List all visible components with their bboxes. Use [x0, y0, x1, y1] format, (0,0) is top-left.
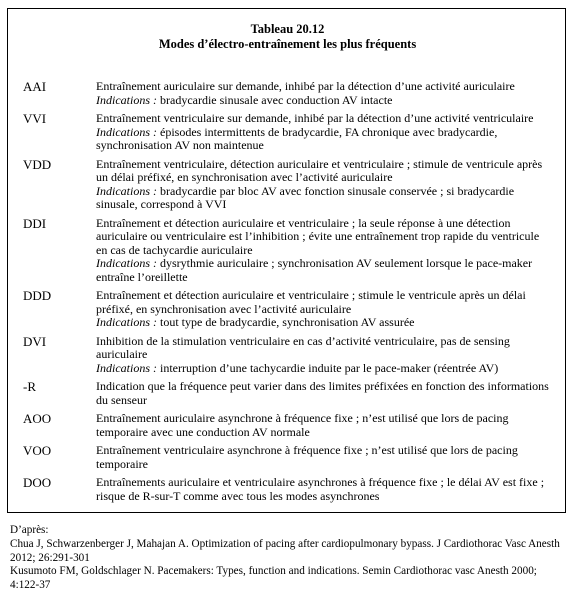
indications-label: Indications : [96, 183, 157, 198]
mode-description-block [96, 289, 553, 330]
mode-description: Entraînement et détection auriculaire et ventriculaire ; la seule réponse à une détection auriculaire ou ventriculaire est l’inhibition ; évite une entraînement trop rapide du ventricule en cas de tachycardie auriculaire [96, 215, 540, 257]
indications-text: bradycardie sinusale avec conduction AV intacte [157, 92, 393, 107]
mode-row [23, 335, 553, 376]
reference-item: Chua J, Schwarzenberger J, Mahajan A. Optimization of pacing after cardiopulmonary bypass. J Cardiothorac Vasc Anesth 2012; 26:291-301 [10, 537, 560, 564]
indications-text: tout type de bradycardie, synchronisation AV assurée [157, 315, 415, 329]
mode-description-block [96, 335, 553, 376]
mode-code: AAI [23, 79, 47, 94]
mode-row [23, 444, 553, 471]
mode-description: Entraînement et détection auriculaire et ventriculaire ; stimule le ventricule après un délai préfixé, en synchronisation avec l’activité auriculaire [96, 288, 526, 316]
mode-description: Entraînement ventriculaire sur demande, inhibé par la détection d’une activité ventriculaire [96, 111, 534, 125]
references-heading: D’après: [10, 524, 49, 536]
pacing-modes-list [23, 80, 553, 508]
mode-code: DOO [23, 475, 52, 490]
mode-code: -R [23, 379, 36, 394]
mode-row [23, 412, 553, 439]
mode-description-block [96, 476, 553, 503]
mode-description: Entraînement auriculaire asynchrone à fréquence fixe ; n’est utilisé que lors de pacing temporaire avec une conduction AV normale [96, 411, 509, 439]
mode-description: Entraînements auriculaire et ventriculaire asynchrones à fréquence fixe ; le délai AV est fixe ; risque de R-sur-T comme avec tous les modes asynchrones [96, 475, 545, 503]
table-title: Modes d’électro-entraînement les plus fréquents [158, 37, 417, 51]
mode-description: Inhibition de la stimulation ventriculaire en cas d’activité ventriculaire, pas de sensing auriculaire [96, 333, 510, 361]
indications-text: interruption d’une tachycardie induite par le pace-maker (réentrée AV) [157, 360, 499, 375]
mode-row [23, 80, 553, 107]
mode-indications [96, 185, 553, 212]
mode-row [23, 289, 553, 330]
mode-description: Entraînement ventriculaire, détection auriculaire et ventriculaire ; stimule de ventricule après un délai préfixé, en synchronisation avec l’activité auriculaire [96, 156, 543, 184]
indications-text: dysrythmie auriculaire ; synchronisation AV seulement lorsque le pace-maker entraîne l’oreillette [96, 256, 533, 284]
mode-row [23, 476, 553, 503]
mode-description-block [96, 412, 553, 439]
indications-label: Indications : [96, 124, 157, 139]
indications-label: Indications : [96, 92, 157, 107]
mode-code: VVI [23, 111, 47, 126]
mode-description: Indication que la fréquence peut varier dans des limites préfixées en fonction des informations du senseur [96, 379, 549, 407]
indications-text: bradycardie par bloc AV avec fonction sinusale conservée ; si bradycardie sinusale, correspond à VVI [96, 183, 515, 211]
mode-description-block [96, 158, 553, 212]
mode-description: Entraînement auriculaire sur demande, inhibé par la détection d’une activité auriculaire [96, 79, 515, 93]
mode-indications [96, 257, 553, 284]
mode-row [23, 217, 553, 285]
mode-description: Entraînement ventriculaire asynchrone à fréquence fixe ; n’est utilisé que lors de pacing temporaire [96, 443, 518, 471]
mode-description-block [96, 444, 553, 471]
mode-indications [96, 316, 553, 330]
mode-description-block [96, 80, 553, 107]
mode-description-block [96, 217, 553, 285]
mode-indications [96, 94, 553, 108]
mode-description-block [96, 380, 553, 407]
indications-label: Indications : [96, 256, 157, 270]
mode-indications [96, 362, 553, 376]
mode-description-block [96, 112, 553, 153]
mode-code: DDD [23, 288, 52, 303]
mode-code: VOO [23, 443, 52, 458]
mode-code: DVI [23, 333, 47, 349]
indications-label: Indications : [96, 360, 157, 375]
mode-row [23, 112, 553, 153]
mode-indications [96, 126, 553, 153]
mode-code: AOO [23, 411, 52, 426]
reference-item: Kusumoto FM, Goldschlager N. Pacemakers: Types, function and indications. Semin Cardiothorac vasc Anesth 2000; 4:122-37 [10, 565, 537, 592]
mode-code: VDD [23, 156, 52, 172]
indications-label: Indications : [96, 315, 157, 329]
mode-row [23, 380, 553, 407]
indications-text: épisodes intermittents de bradycardie, FA chronique avec bradycardie, synchronisation AV non maintenue [96, 124, 498, 152]
table-number: Tableau 20.12 [250, 22, 325, 36]
mode-code: DDI [23, 215, 47, 231]
references [10, 524, 565, 593]
mode-row [23, 158, 553, 212]
